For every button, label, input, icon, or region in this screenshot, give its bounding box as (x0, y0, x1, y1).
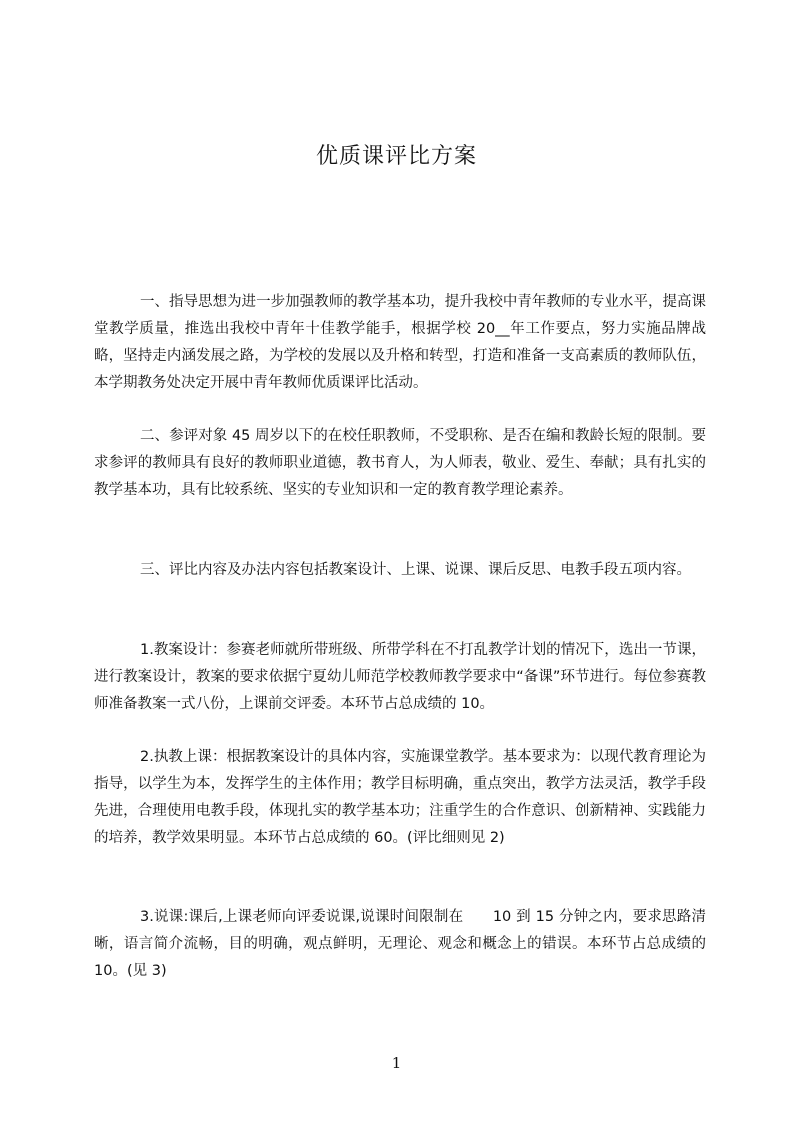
document-title: 优质课评比方案 (315, 144, 477, 169)
paragraph-teaching: 2.执教上课：根据教案设计的具体内容，实施课堂教学。基本要求为：以现代教育理论为指导，以学生为本，发挥学生的主体作用；教学目标明确，重点突出，教学方法灵活，教学手段先进，合理使用电教手段，体现扎实的教学基本功；注重学生的合作意识、创新精神、实践能力的培养，教学效果明显。本环节占总成绩的 60。(评比细则见 2) (94, 749, 706, 846)
paragraph-participants: 二、参评对象 45 周岁以下的在校任职教师，不受职称、是否在编和教龄长短的限制。要求参评的教师具有良好的教师职业道德，教书育人，为人师表，敬业、爱生、奉献；具有扎实的教学基本功，具有比较系统、坚实的专业知识和一定的教育教学理论素养。 (94, 428, 706, 498)
paragraph-evaluation-content: 三、评比内容及办法内容包括教案设计、上课、说课、课后反思、电教手段五项内容。 (140, 562, 691, 578)
paragraph-guiding-ideology: 一、指导思想为进一步加强教师的教学基本功，提升我校中青年教师的专业水平，提高课堂教学质量，推选出我校中青年十佳教学能手，根据学校 20__年工作要点，努力实施品牌战略，坚持走内涵发展之路，为学校的发展以及升格和转型，打造和准备一支高素质的教师队伍，本学期教务处决定开展中青年教师优质课评比活动。 (94, 294, 706, 391)
paragraph-lesson-plan: 1.教案设计：参赛老师就所带班级、所带学科在不打乱教学计划的情况下，选出一节课，进行教案设计，教案的要求依据宁夏幼儿师范学校教师教学要求中“备课”环节进行。每位参赛教师准备教案一式八份，上课前交评委。本环节占总成绩的 10。 (94, 642, 706, 712)
page-number: 1 (391, 1054, 402, 1072)
paragraph-lesson-talk: 3.说课:课后,上课老师向评委说课,说课时间限制在 10 到 15 分钟之内，要求思路清晰，语言简介流畅，目的明确，观点鲜明，无理论、观念和概念上的错误。本环节占总成绩的 10。(见 3) (94, 909, 706, 979)
